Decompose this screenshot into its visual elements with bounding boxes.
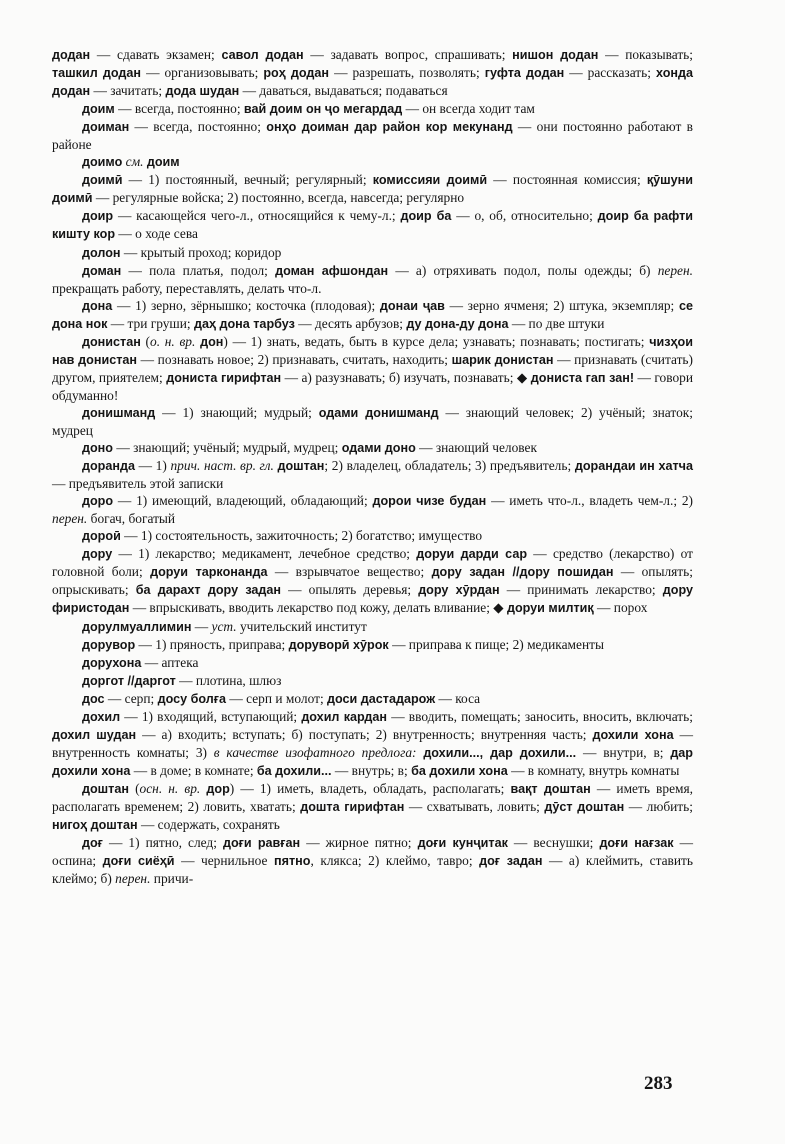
definition-text: богач, богатый (87, 511, 176, 527)
definition-text: — 1) пряность, приправа; (135, 636, 289, 652)
definition-text: — постоянная комиссия; (487, 172, 647, 188)
definition-text: — иметь что-л., владеть чем-л.; 2) (486, 493, 694, 509)
dictionary-entry (52, 262, 693, 297)
definition-text: — всегда, постоянно; (129, 119, 267, 135)
definition-text: — веснушки; (507, 835, 600, 851)
headword: доман афшондан (275, 263, 389, 278)
headword: вақт доштан (510, 781, 591, 796)
definition-text: — 1) пятно, след; (102, 835, 223, 851)
definition-text: — знающий человек; 2) учёный; знаток; мудрец (52, 404, 693, 438)
definition-text: — серп; (104, 690, 158, 706)
definition-text: — пола платья, подол; (121, 262, 276, 278)
dictionary-entry (52, 834, 693, 887)
headword: дороӣ (82, 529, 121, 544)
definition-text: — показывать; (598, 47, 694, 62)
headword: доимо (82, 155, 123, 170)
headword: доно (82, 441, 113, 456)
definition-text: — 1) (135, 458, 171, 474)
headword: дохил шудан (52, 727, 137, 742)
headword: одами доно (341, 441, 416, 456)
dictionary-entry (52, 457, 693, 492)
headword: доштан (82, 781, 129, 796)
headword: доир ба (400, 209, 452, 224)
grammar-note: перен. (52, 511, 88, 527)
headword: чизҳои нав донистан (52, 334, 693, 367)
definition-text: — а) клеймить, ставить клеймо; б) (52, 853, 693, 887)
definition-text: — 1) входящий, вступающий; (120, 708, 302, 724)
definition-text: — чернильное (174, 853, 274, 869)
definition-text: — они постоянно работают в районе (52, 119, 693, 153)
headword: доргот //даргот (82, 673, 176, 688)
page-number: 283 (644, 1073, 673, 1094)
headword: дор (206, 781, 230, 796)
definition-text: — 1) лекарство; медикамент, лечебное средство; (112, 546, 417, 562)
definition-text: причи- (150, 871, 194, 887)
headword: доғ задан (479, 854, 543, 869)
definition-text: — плотина, шлюз (175, 672, 282, 688)
definition-text: — взрывчатое вещество; (267, 564, 432, 580)
headword: доғи сиёҳӣ (102, 854, 175, 869)
headword: доиман (82, 120, 130, 135)
definition-text: — впрыскивать, вводить лекарство под кожу, делать вливание; ◆ (129, 600, 507, 616)
dictionary-entry (52, 636, 693, 654)
definition-text: ( (140, 333, 151, 349)
headword: дору (82, 547, 113, 562)
definition-text: — 1) имеющий, владеющий, обладающий; (113, 493, 373, 509)
headword: доир (82, 209, 114, 224)
headword: доғи кунҷитак (417, 836, 508, 851)
headword: се дона нок (52, 298, 693, 331)
definition-text: — 1) знающий; мудрый; (155, 404, 319, 420)
dictionary-entry (52, 780, 693, 834)
dictionary-entry (52, 207, 693, 243)
definition-text: — аптека (141, 654, 199, 670)
headword: доим (82, 102, 115, 117)
headword: доир ба рафти кишту кор (52, 209, 693, 242)
headword: досу болға (157, 691, 227, 706)
definition-text: — 1) постоянный, вечный; регулярный; (122, 172, 373, 188)
headword: доруи милтиқ (506, 601, 594, 616)
headword: ба дохили... (256, 763, 332, 778)
definition-text: — знающий; учёный; мудрый, мудрец; (113, 440, 342, 456)
definition-text: — 1) зерно, зёрнышко; косточка (плодовая); (112, 297, 380, 313)
headword: доимӣ (82, 173, 123, 188)
grammar-note: в качестве изофатного предлога: (213, 744, 417, 760)
grammar-note: перен. (115, 871, 151, 887)
headword: вай доим он ҷо мегардад (243, 102, 403, 117)
definition-text: — сдавать экзамен; (90, 47, 222, 62)
definition-text: — схватывать, ловить; (404, 798, 545, 814)
dictionary-entry (52, 618, 693, 636)
headword: ба дарахт дору задан (135, 583, 282, 598)
dictionary-entry (52, 297, 693, 333)
dictionary-entry (52, 118, 693, 153)
dictionary-column (52, 46, 693, 887)
definition-text: ) — 1) знать, ведать, быть в курсе дела; узнавать; познавать; постигать; (223, 333, 650, 349)
headword: савол додан (221, 48, 304, 62)
headword: дорувор (82, 637, 136, 652)
definition-text: — познавать новое; 2) признавать, считать, находить; (136, 351, 452, 367)
definition-text: ) — 1) иметь, владеть, обладать, располагать; (229, 780, 511, 796)
definition-text: — организовывать; (141, 65, 264, 81)
definition-text: — крытый проход; коридор (120, 244, 282, 260)
dictionary-entry (52, 672, 693, 690)
headword: доим (146, 155, 180, 170)
headword: доғи нағзак (599, 836, 674, 851)
definition-text: — всегда, постоянно; (114, 101, 244, 117)
grammar-note: перен. (657, 262, 693, 278)
definition-text: — а) входить; вступать; б) поступать; 2) внутренность; внутренняя часть; (136, 726, 593, 742)
headword: дохил (82, 709, 121, 724)
headword: онҳо доиман дар район кор мекунанд (266, 120, 513, 135)
headword: хонда додан (52, 66, 694, 99)
dictionary-entry (52, 244, 693, 262)
headword: ду дона-ду дона (406, 316, 509, 331)
headword: дохил кардан (301, 709, 388, 724)
definition-text: — серп и молот; (226, 690, 328, 706)
headword: роҳ додан (263, 66, 330, 81)
definition-text: — зачитать; (90, 83, 166, 99)
headword: дониста гирифтан (166, 370, 282, 385)
definition-text: ; 2) владелец, обладатель; 3) предъявитель; (324, 458, 575, 474)
grammar-note: о. н. вр. (150, 333, 196, 349)
headword: доғ (82, 836, 103, 851)
headword: доруи тарконанда (150, 565, 268, 580)
grammar-note: см. (125, 154, 144, 170)
grammar-note: осн. н. вр. (139, 780, 201, 796)
headword: дониста гап зан! (530, 370, 635, 385)
grammar-note: уст. (211, 618, 237, 634)
headword: пятно (274, 854, 311, 869)
dictionary-entry (52, 153, 693, 171)
headword: дон (200, 334, 224, 349)
definition-text: — регулярные войска; 2) постоянно, всегда, навсегда; регулярно (92, 190, 465, 206)
definition-text: — знающий человек (415, 440, 537, 456)
definition-text: — а) отряхивать подол, полы одежды; б) (388, 262, 658, 278)
definition-text: — в доме; в комнате; (130, 762, 257, 778)
definition-text: — разрешать, позволять; (329, 65, 485, 81)
definition-text: — любить; (624, 798, 693, 814)
headword: дорулмуаллимин (82, 619, 192, 634)
headword: доруворӣ хӯрок (288, 637, 389, 652)
definition-text: , клякса; 2) клеймо, тавро; (310, 853, 480, 869)
dictionary-entry (52, 100, 693, 118)
definition-text: — 1) состоятельность, зажиточность; 2) богатство; имущество (120, 528, 483, 544)
dictionary-entry (52, 171, 693, 207)
definition-text: — три груши; (107, 315, 194, 331)
headword: дохили хона (592, 727, 674, 742)
headword: донишманд (82, 405, 156, 420)
definition-text: учительский институт (236, 618, 367, 634)
headword: дар дохили хона (52, 745, 694, 778)
headword: нишон додан (512, 48, 599, 62)
definition-text: — содержать, сохранять (137, 817, 280, 833)
definition-text: — а) разузнавать; б) изучать, познавать; ◆ (281, 369, 531, 385)
dictionary-entry (52, 690, 693, 708)
definition-text: — опылять; опрыскивать; (52, 564, 693, 598)
definition-text: — вводить, помещать; заносить, вносить, включать; (387, 708, 693, 724)
definition-text: — касающейся чего-л., относящийся к чему-л.; (113, 208, 401, 224)
definition-text: — задавать вопрос, спрашивать; (303, 47, 513, 62)
definition-text: — признавать (считать) другом, приятелем; (52, 351, 693, 385)
headword: доштан (277, 459, 325, 474)
headword: доси дастадарож (327, 691, 436, 706)
headword: дорандаи ин хатча (574, 459, 693, 474)
headword: гуфта додан (484, 66, 565, 81)
headword: дору хӯрдан (418, 583, 500, 598)
headword: дӯст доштан (544, 799, 625, 814)
headword: дошта гирифтан (300, 799, 405, 814)
dictionary-entry (52, 439, 693, 457)
definition-text: — предъявитель этой записки (52, 476, 224, 492)
headword: донистан (82, 334, 141, 349)
headword: комиссияи доимӣ (372, 173, 488, 188)
headword: додан (52, 48, 91, 62)
headword: дохили..., дар дохили... (423, 745, 577, 760)
definition-text: прекращать работу, переставлять, делать что-л. (52, 280, 322, 296)
definition-text: — коса (435, 690, 481, 706)
dictionary-entry (52, 404, 693, 439)
headword: дору задан //дору пошидан (431, 565, 614, 580)
grammar-note: прич. наст. вр. гл. (170, 458, 274, 474)
definition-text: — внутренность комнаты; 3) (52, 726, 693, 760)
definition-text: — внутри, в; (576, 744, 671, 760)
headword: даҳ дона тарбуз (193, 316, 295, 331)
dictionary-entry (52, 654, 693, 672)
definition-text: — средство (лекарство) от головной боли; (52, 546, 693, 580)
headword: доруи дарди сар (416, 547, 528, 562)
definition-text: — опылять деревья; (281, 582, 419, 598)
definition-text: — десять арбузов; (294, 315, 407, 331)
definition-text: — порох (593, 600, 648, 616)
definition-text: — принимать лекарство; (499, 582, 663, 598)
definition-text: — о, об, относительно; (451, 208, 598, 224)
headword: ташкил додан (52, 66, 142, 81)
headword: долон (82, 245, 121, 260)
headword: доғи равған (223, 836, 301, 851)
dictionary-entry (52, 46, 693, 100)
definition-text: — оспина; (52, 835, 693, 869)
definition-text: — приправа к пище; 2) медикаменты (388, 636, 604, 652)
headword: нигоҳ доштан (52, 818, 138, 833)
headword: дос (82, 691, 105, 706)
definition-text: ( (128, 780, 140, 796)
dictionary-entry (52, 545, 693, 617)
definition-text: — в комнату, внутрь комнаты (507, 762, 680, 778)
definition-text: — рассказать; (564, 65, 657, 81)
headword: доман (82, 263, 122, 278)
definition-text: — о ходе сева (115, 226, 198, 242)
definition-text: — по две штуки (508, 315, 605, 331)
headword: дона (82, 298, 113, 313)
dictionary-entry (52, 492, 693, 527)
headword: доранда (82, 459, 135, 474)
dictionary-entry (52, 708, 693, 780)
definition-text: — жирное пятно; (300, 835, 418, 851)
headword: дору фиристодан (52, 583, 693, 616)
headword: одами донишманд (318, 405, 439, 420)
headword: ба дохили хона (411, 763, 508, 778)
definition-text: — иметь время, располагать временем; 2) ловить, хватать; (52, 780, 694, 814)
definition-text: — зерно ячменя; 2) штука, экземпляр; (444, 297, 679, 313)
headword: қӯшуни доимӣ (52, 173, 693, 206)
definition-text: — он всегда ходит там (402, 101, 535, 117)
definition-text: — говори обдуманно! (52, 369, 694, 403)
definition-text: — даваться, выдаваться; подаваться (239, 83, 448, 99)
dictionary-entry (52, 527, 693, 545)
headword: дорухона (82, 655, 142, 670)
definition-text: — (191, 618, 212, 634)
definition-text: — внутрь; в; (331, 762, 412, 778)
headword: дорои чизе будан (372, 494, 487, 509)
headword: шарик донистан (451, 352, 554, 367)
dictionary-entry (52, 333, 693, 404)
headword: доро (82, 494, 114, 509)
headword: дода шудан (165, 84, 240, 99)
headword: донаи ҷав (379, 298, 445, 313)
